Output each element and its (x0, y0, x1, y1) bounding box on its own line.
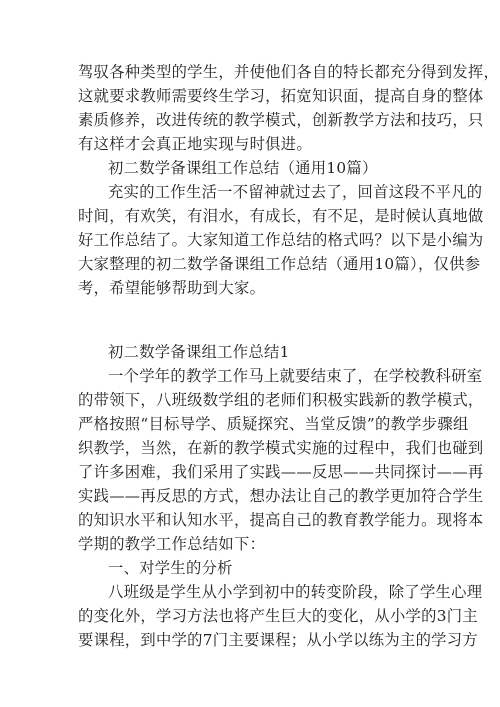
paragraph-line: 的知识水平和认知水平，提高自己的教育教学能力。现将本 (78, 511, 484, 529)
paragraph-line: 好工作总结了。大家知道工作总结的格式吗？以下是小编为 (78, 231, 484, 249)
paragraph-line: 考，希望能够帮助到大家。 (78, 279, 266, 297)
paragraph-line: 大家整理的初二数学备课组工作总结（通用10篇），仅供参 (78, 255, 481, 273)
paragraph-line: 的变化外，学习方法也将产生巨大的变化，从小学的3门主 (78, 607, 478, 625)
paragraph-line: 素质修养，改进传统的教学模式，创新教学方法和技巧，只 (78, 111, 484, 129)
paragraph-line: 驾驭各种类型的学生，并使他们各自的特长都充分得到发挥， (78, 63, 500, 81)
paragraph-line: 织教学，当然，在新的教学模式实施的过程中，我们也碰到 (78, 439, 484, 457)
paragraph-line: 学期的教学工作总结如下： (78, 535, 266, 553)
paragraph-line: 严格按照“目标导学、质疑探究、当堂反馈”的教学步骤组 (78, 415, 469, 433)
section-heading: 初二数学备课组工作总结1 (108, 343, 290, 361)
subsection-heading: 一、对学生的分析 (108, 559, 233, 577)
paragraph-line: 实践——再反思的方式，想办法让自己的教学更加符合学生 (78, 487, 484, 505)
paragraph-line: 了许多困难，我们采用了实践——反思——共同探讨——再 (78, 463, 484, 481)
paragraph-line: 要课程，到中学的7门主要课程；从小学以练为主的学习方 (78, 631, 478, 649)
paragraph-line: 的带领下，八班级数学组的老师们积极实践新的教学模式， (78, 391, 484, 409)
paragraph-line: 八班级是学生从小学到初中的转变阶段，除了学生心理 (108, 583, 483, 601)
paragraph-line: 时间，有欢笑，有泪水，有成长，有不足，是时候认真地做 (78, 207, 484, 225)
paragraph-line: 这就要求教师需要终生学习，拓宽知识面，提高自身的整体 (78, 87, 484, 105)
section-title: 初二数学备课组工作总结（通用10篇） (108, 159, 378, 177)
paragraph-line: 充实的工作生活一不留神就过去了，回首这段不平凡的 (108, 183, 483, 201)
paragraph-line: 一个学年的教学工作马上就要结束了，在学校教科研室 (108, 367, 483, 385)
paragraph-line: 有这样才会真正地实现与时俱进。 (78, 135, 312, 153)
